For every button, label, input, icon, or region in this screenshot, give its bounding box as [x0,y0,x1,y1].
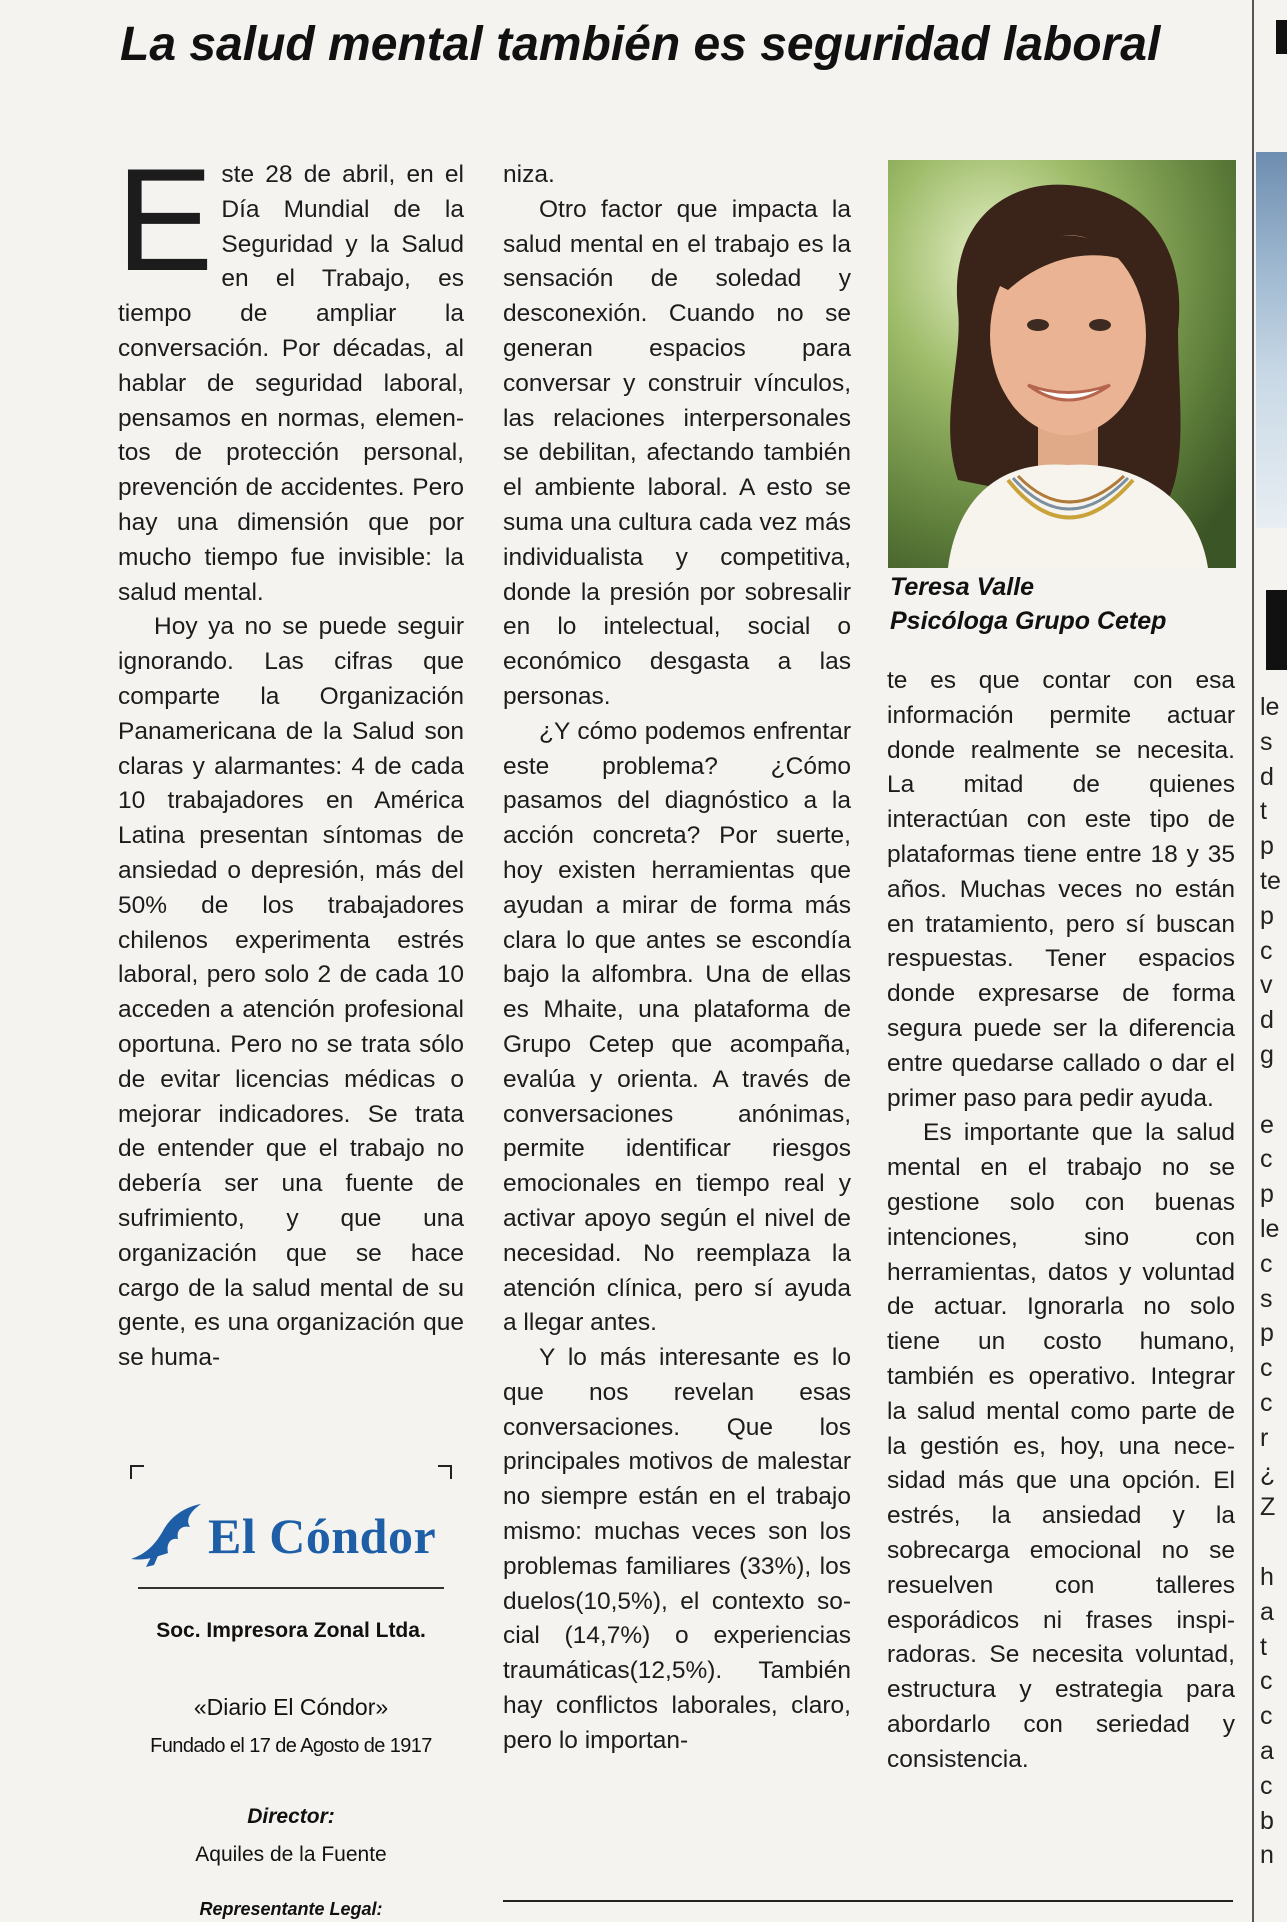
adjacent-text-fragment [1260,1525,1287,1560]
adjacent-text-fragment: c [1260,936,1273,965]
paragraph-tools: ¿Y cómo podemos enfrentar este problema? ¿Cómo pasamos del diagnóstico a la acción concreta? Por suerte, hoy existen herramientas que ayudan a mirar de forma más clara lo que antes se escondía bajo la alfombra. Una de ellas es Mhaite, una plataforma de Grupo Cetep que acompaña, evalúa y orienta. A través de conversaciones anónimas, permite identificar riesgos emocionales en tiempo real y activar apoyo según el nivel de necesidad. No reemplaza la atención clínica, pero sí ayuda a llegar antes. [503,717,851,1337]
adjacent-heading-fragment [1266,590,1287,670]
adjacent-text-fragment: t [1260,797,1267,826]
condor-bird-icon [126,1499,206,1569]
masthead-founded: Fundado el 17 de Agosto de 1917 [150,1735,432,1757]
adjacent-text-fragment: a [1260,1736,1274,1765]
masthead-company: Soc. Impresora Zonal Ltda. [156,1619,426,1642]
paragraph-conclusion: Es importante que la salud mental en el trabajo no se gestione solo con buenas intenciones, sino con herramientas, datos y voluntad de actuar. Ignorarla no solo tiene un costo humano, también es operativo. Integrar la salud mental como parte de la gestión es, hoy, una necesidad más que una opción. El estrés, la ansiedad y la sobrecarga emocional no se resuelven con talleres esporádicos ni frases inspiradoras. Se necesita voluntad, estructura y estrategia para abordarlo con seriedad y consistencia. [887,1119,1235,1773]
adjacent-text-fragment: c [1260,1388,1273,1417]
paragraph-figures: Hoy ya no se puede seguir ignorando. Las cifras que comparte la Organización Panamericana de la Salud son claras y alarmantes: 4 de cada 10 trabajadores en América Latina presentan síntomas de ansiedad o depresión, más del 50% de los trabajadores chilenos experimenta estrés laboral, pero solo 2 de cada 10 acceden a atención profesional oportuna. Pero no se trata sólo de evitar licencias médicas o mejorar indicadores. Se trata de entender que el trabajo no debería ser una fuente de sufrimiento, y que una organización que se hace cargo de la salud mental de su gente, es una organización que se huma- [118,613,464,1372]
paragraph-intro-text: ste 28 de abril, en el Día Mundial de la Seguridad y la Salud en el Trabajo, es tiempo de ampliar la conversación. Por décadas, al hablar de seguridad laboral, pensamos en normas, elementos de protección personal, prevención de accidentes. Pero hay una dimensión que por mucho tiempo fue invisible: la salud mental. [118,161,464,606]
adjacent-text-fragments [1260,690,1287,1873]
author-photo [888,160,1236,568]
adjacent-text-fragment: e [1260,1110,1274,1139]
column-divider [1252,0,1254,1922]
paragraph-insights: Y lo más interesante es lo que nos revelan esas conversaciones. Que los principales motivos de malestar no siempre están en el trabajo mismo: muchas veces son los problemas familiares (33%), los duelos(10,5%), el contexto social (14,7%) o experiencias traumáticas(12,5%). También hay conflictos laborales, claro, pero lo importan- [503,1344,851,1754]
adjacent-text-fragment: le [1260,1214,1280,1243]
adjacent-text-fragment: c [1260,1354,1273,1383]
adjacent-text-fragment: a [1260,1597,1274,1626]
adjacent-text-fragment: h [1260,1562,1274,1591]
photo-caption [890,570,1240,638]
article-column-1 [116,138,464,1428]
adjacent-text-fragment: c [1260,1249,1273,1278]
adjacent-text-fragment: d [1260,1006,1274,1035]
adjacent-text-fragment: t [1260,1632,1267,1661]
bottom-rule [503,1900,1233,1902]
adjacent-text-fragment: b [1260,1806,1274,1835]
adjacent-text-fragment: te [1260,866,1281,895]
adjacent-text-fragment: Z [1260,1493,1276,1522]
adjacent-text-fragment [1260,1073,1287,1108]
paragraph-intro [116,138,464,610]
adjacent-text-fragment: p [1260,1319,1274,1348]
corner-ornament [130,1465,144,1479]
author-role: Psicóloga Grupo Cetep [890,607,1167,635]
adjacent-text-fragment: c [1260,1667,1273,1696]
author-portrait-illustration [888,160,1236,568]
adjacent-text-fragment: v [1260,971,1273,1000]
masthead-paper-name: «Diario El Cóndor» [193,1694,389,1720]
paragraph-loneliness: Otro factor que impacta la salud mental en el trabajo es la sensación de soledad y desconexión. Cuando no se generan espacios para conversar y construir vínculos, las relaciones interpersonales se debilitan, afectando también el ambiente laboral. A esto se suma una cultura cada vez más individualista y competitiva, donde la presión por sobresalir en lo intelectual, social o económico desgasta a las personas. [503,195,851,710]
adjacent-text-fragment: c [1260,1771,1273,1800]
adjacent-text-fragment: c [1260,1145,1273,1174]
corner-ornament [438,1465,452,1479]
masthead-legal-label: Representante Legal: [199,1899,383,1919]
masthead-rule [138,1587,444,1589]
logo-wordmark: El Cóndor [208,1508,437,1564]
adjacent-text-fragment: ¿ [1260,1458,1276,1487]
adjacent-text-fragment: n [1260,1841,1274,1870]
adjacent-text-fragment: p [1260,1180,1274,1209]
article-title: La salud mental también es seguridad laboral [120,18,1161,71]
article-column-2 [503,158,851,1888]
masthead-box [118,1447,464,1922]
masthead-director-label: Director: [247,1805,335,1828]
adjacent-text-fragment: s [1260,727,1273,756]
adjacent-article-edge [1246,0,1287,1922]
adjacent-text-fragment: r [1260,1423,1269,1452]
paragraph-information: te es que contar con esa información permite actuar donde realmente se necesita. La mitad de quienes interactúan con este tipo de plataformas tiene entre 18 y 35 años. Muchas veces no están en tratamiento, pero sí buscan respuestas. Tener espacios donde expresarse de forma segura puede ser la diferencia entre quedarse callado o dar el primer paso para pedir ayuda. [887,667,1235,1112]
adjacent-text-fragment: g [1260,1040,1274,1069]
article-column-3 [887,664,1235,1884]
masthead-director-name: Aquiles de la Fuente [195,1843,387,1866]
author-name: Teresa Valle [890,573,1035,601]
adjacent-title-fragment [1276,20,1287,54]
el-condor-logo [126,1499,466,1569]
adjacent-text-fragment: le [1260,693,1280,721]
adjacent-text-fragment: c [1260,1702,1273,1731]
adjacent-text-fragment: d [1260,762,1274,791]
drop-cap: E [116,138,214,301]
adjacent-text-fragment: p [1260,832,1274,861]
adjacent-text-fragment: s [1260,1284,1273,1313]
paragraph-continuation: niza. [503,161,555,188]
adjacent-photo-fragment [1256,152,1287,528]
adjacent-text-fragment: p [1260,901,1274,930]
